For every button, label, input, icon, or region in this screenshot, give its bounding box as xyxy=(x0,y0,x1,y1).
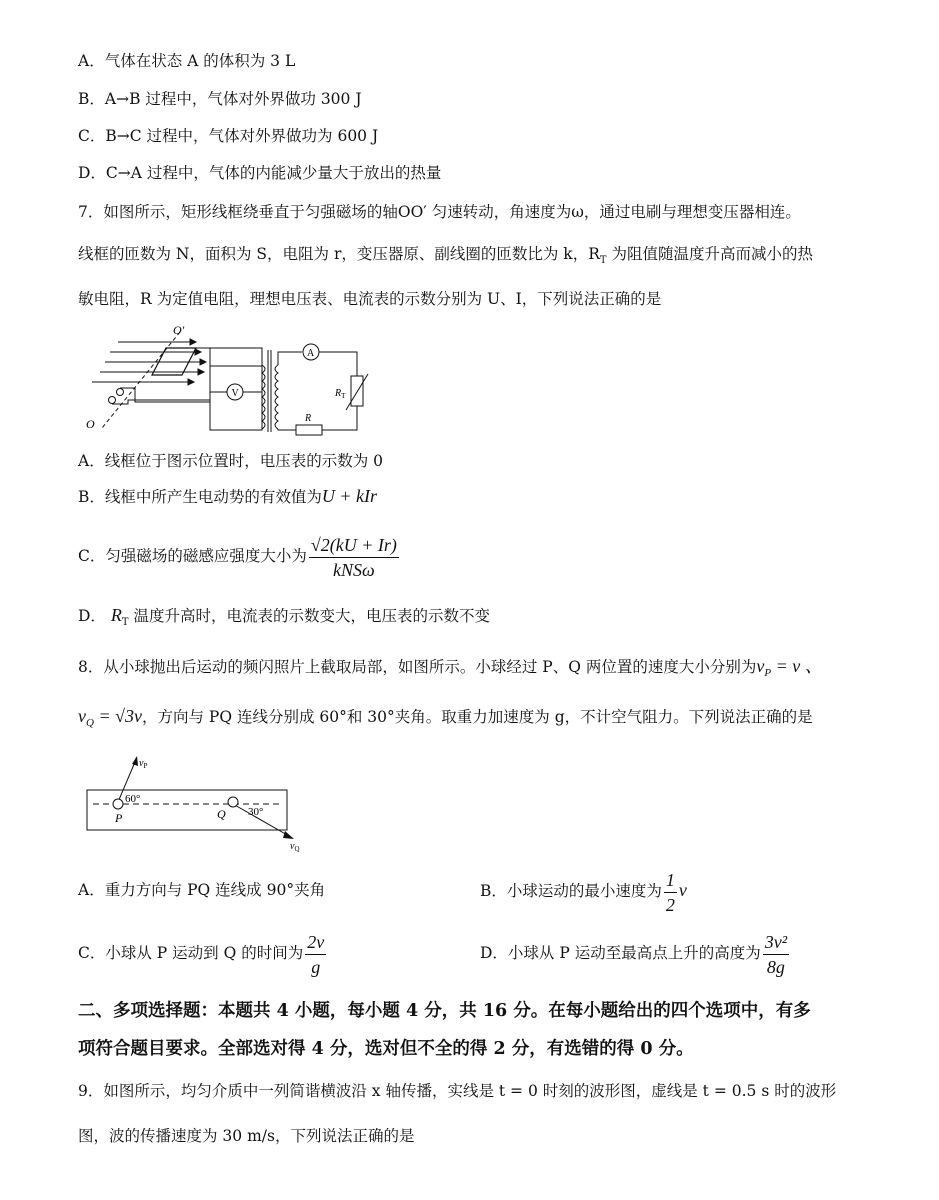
section2-heading-line2: 项符合题目要求。全部选对得 4 分，选对但不全的得 2 分，有选错的得 0 分。 xyxy=(78,1039,694,1059)
q-label: Q xyxy=(217,807,226,821)
q8-projectile-figure xyxy=(85,752,315,852)
o-prime-label: O′ xyxy=(173,323,185,337)
q7-stem-line3: 敏电阻，R 为定值电阻，理想电压表、电流表的示数分别为 U、I，下列说法正确的是 xyxy=(78,290,662,308)
q7-stem-line1: 7．如图所示，矩形线框绕垂直于匀强磁场的轴OO′ 匀速转动，角速度为ω，通过电刷与理想变压器相连。 xyxy=(78,203,801,221)
q6-option-d: D．C→A 过程中，气体的内能减少量大于放出的热量 xyxy=(78,164,442,182)
angle-p-label: 60° xyxy=(125,793,141,805)
rt-label: $R_T$ xyxy=(335,388,346,400)
q6-option-c: C．B→C 过程中，气体对外界做功为 600 J xyxy=(78,127,379,145)
section2-heading-line1: 二、多项选择题：本题共 4 小题，每小题 4 分，共 16 分。在每小题给出的四个选项中，有多 xyxy=(78,1001,811,1021)
o-label: O xyxy=(86,417,95,431)
q6-option-a: A．气体在状态 A 的体积为 3 L xyxy=(78,52,296,70)
q9-stem-line2: 图，波的传播速度为 30 m/s，下列说法正确的是 xyxy=(78,1127,415,1145)
q7-option-a: A．线框位于图示位置时，电压表的示数为 0 xyxy=(78,452,383,470)
q8-option-b: B．小球运动的最小速度为 $\frac{1}{2}$ v xyxy=(480,869,687,915)
q7-option-d: D． $R_T$ 温度升高时，电流表的示数变大，电压表的示数不变 xyxy=(78,605,490,629)
q7-option-c: C．匀强磁场的磁感应强度大小为 $\frac{√2(kU + Ir)}{\text{kNSω}}$ xyxy=(78,534,397,580)
q7-stem-line2: 线框的匝数为 N，面积为 S，电阻为 r，变压器原、副线圈的匝数比为 k，$R_T$ 为阻值随温度升高而减小的热 xyxy=(78,245,813,267)
p-label: P xyxy=(115,811,123,825)
q8-option-c: C．小球从 P 运动到 Q 的时间为 $\frac{2v}{g}$ xyxy=(78,931,325,977)
voltmeter-label: V xyxy=(231,388,239,399)
q8-stem-line2: $v_Q = √3v$，方向与 PQ 连线分别成 60°和 30°夹角。取重力加速度为 g，不计空气阻力。下列说法正确的是 xyxy=(78,706,813,730)
q8-stem-line1: 8．从小球抛出后运动的频闪照片上截取局部，如图所示。小球经过 P、Q 两位置的速度大小分别为$v_P = v$ 、 xyxy=(78,656,823,680)
q7-option-b: B．线框中所产生电动势的有效值为U + kIr xyxy=(78,486,378,506)
angle-q-label: 30° xyxy=(248,806,264,818)
r-label: R xyxy=(305,413,312,424)
ammeter-label: A xyxy=(307,348,315,359)
vp-label: $v_P$ xyxy=(139,758,148,770)
q8-option-a: A．重力方向与 PQ 连线成 90°夹角 xyxy=(78,881,326,899)
q9-stem-line1: 9．如图所示，均匀介质中一列简谐横波沿 x 轴传播，实线是 t = 0 时刻的波形图，虚线是 t = 0.5 s 时的波形 xyxy=(78,1082,837,1100)
q8-option-d: D．小球从 P 运动至最高点上升的高度为 $\frac{\text{3v²}}{8g}$ xyxy=(480,931,788,977)
q6-option-b: B．A→B 过程中，气体对外界做功 300 J xyxy=(78,90,362,108)
q7-circuit-figure xyxy=(80,320,370,438)
vq-label: $v_Q$ xyxy=(290,841,300,852)
